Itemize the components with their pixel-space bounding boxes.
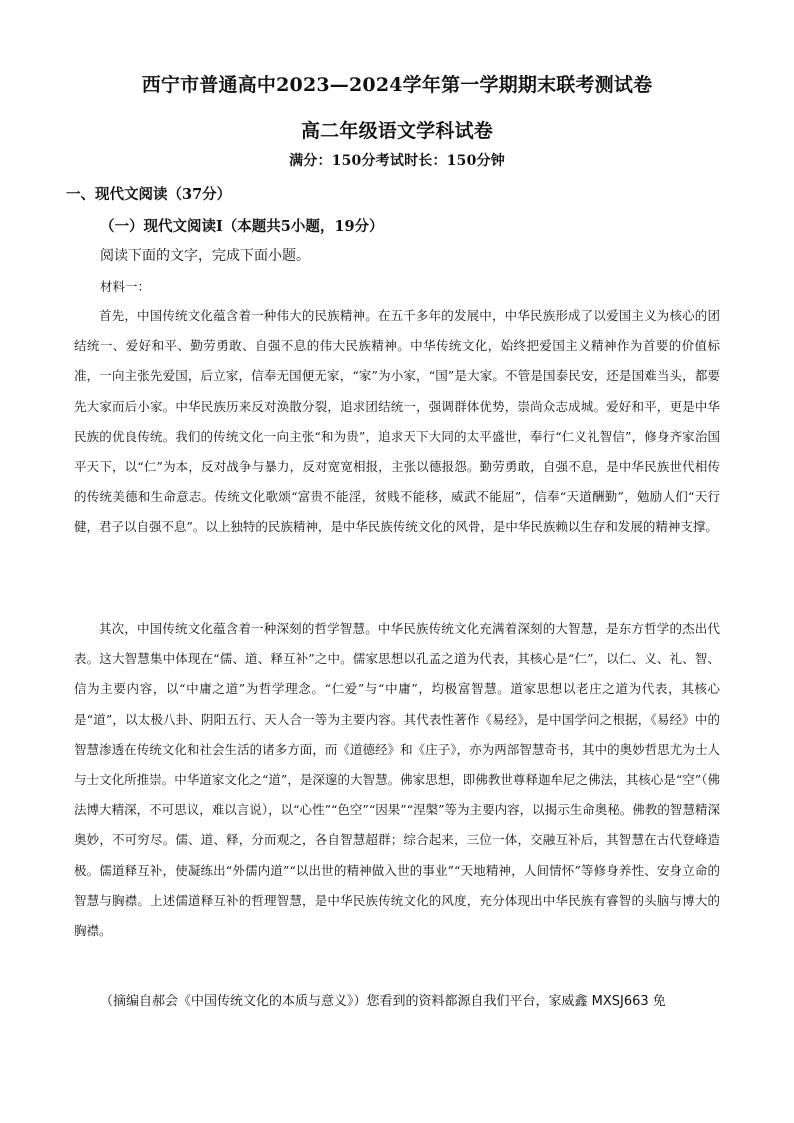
subsection-heading: （一）现代文阅读Ⅰ（本题共5小题，19分） [100, 218, 384, 235]
body-paragraph: 其次，中国传统文化蕴含着一种深刻的哲学智慧。中华民族传统文化充满着深刻的大智慧，是东方哲学的杰出代表。这大智慧集中体现在“儒、道、释互补”之中。儒家思想以孔孟之道为代表，其核心是“仁”，以仁、义、礼、智、信为主要内容，以“中庸之道”为哲学理念。“仁爱”与“中庸”，均极富智慧。道家思想以老庄之道为代表，其核心是“道”，以太极八卦、阴阳五行、天人合一等为主要内容。其代表性著作《易经》，是中国学问之根据，《易经》中的智慧渗透在传统文化和社会生活的诸多方面，而《道德经》和《庄子》，亦为两部智慧奇书，其中的奥妙哲思尤为士人与士文化所推崇。中华道家文化之“道”，是深邃的大智慧。佛家思想，即佛教世尊释迦牟尼之佛法，其核心是“空”（佛法博大精深，不可思议，难以言说），以“心性”“色空”“因果”“涅槃”等为主要内容，以揭示生命奥秘。佛教的智慧精深奥妙，不可穷尽。儒、道、释，分而观之，各自智慧超群；综合起来，三位一体，交融互补后，其智慧在古代登峰造极。儒道释互补，使凝练出“外儒内道”“以出世的精神做入世的事业”“天地精神，人间情怀”等修身养性、安身立命的智慧与胸襟。上述儒道释互补的哲理智慧，是中华民族传统文化的风度，充分体现出中华民族有睿智的头脑与博大的胸襟。 [74, 621, 720, 939]
exam-subtitle: 高二年级语文学科试卷 [300, 120, 493, 142]
body-paragraph: 首先，中国传统文化蕴含着一种伟大的民族精神。在五千多年的发展中，中华民族形成了以爱国主义为核心的团结统一、爱好和平、勤劳勇敢、自强不息的伟大民族精神。中华传统文化，始终把爱国主义精神作为首要的价值标准，一向主张先爱国，后立家，信奉无国便无家，“家”为小家，“国”是大家。不管是国泰民安，还是国难当头，都要先大家而后小家。中华民族历来反对涣散分裂，追求团结统一，强调群体优势，崇尚众志成城。爱好和平，更是中华民族的优良传统。我们的传统文化一向主张“和为贵”，追求天下大同的太平盛世，奉行“仁义礼智信”，修身齐家治国平天下，以“仁”为本，反对战争与暴力，反对宽宽相报，主张以德报怨。勤劳勇敢，自强不息，是中华民族世代相传的传统美德和生命意志。传统文化歌颂“富贵不能淫，贫贱不能移，威武不能屈”，信奉“天道酬勤”，勉励人们“天行健，君子以自强不息”。以上独特的民族精神，是中华民族传统文化的风骨，是中华民族赖以生存和发展的精神支撑。 [74, 308, 720, 535]
section-heading: 一、现代文阅读（37分） [66, 186, 232, 203]
exam-title: 西宁市普通高中2023—2024学年第一学期期末联考测试卷 [141, 74, 653, 96]
instruction-text: 阅读下面的文字，完成下面小题。 [100, 248, 310, 264]
source-citation: （摘编自郝会《中国传统文化的本质与意义》）您看到的资料都源自我们平台，家威鑫 MXSJ663 免 [100, 994, 666, 1009]
material-label: 材料一： [100, 279, 151, 294]
exam-meta: 满分：150分考试时长：150分钟 [289, 153, 505, 169]
